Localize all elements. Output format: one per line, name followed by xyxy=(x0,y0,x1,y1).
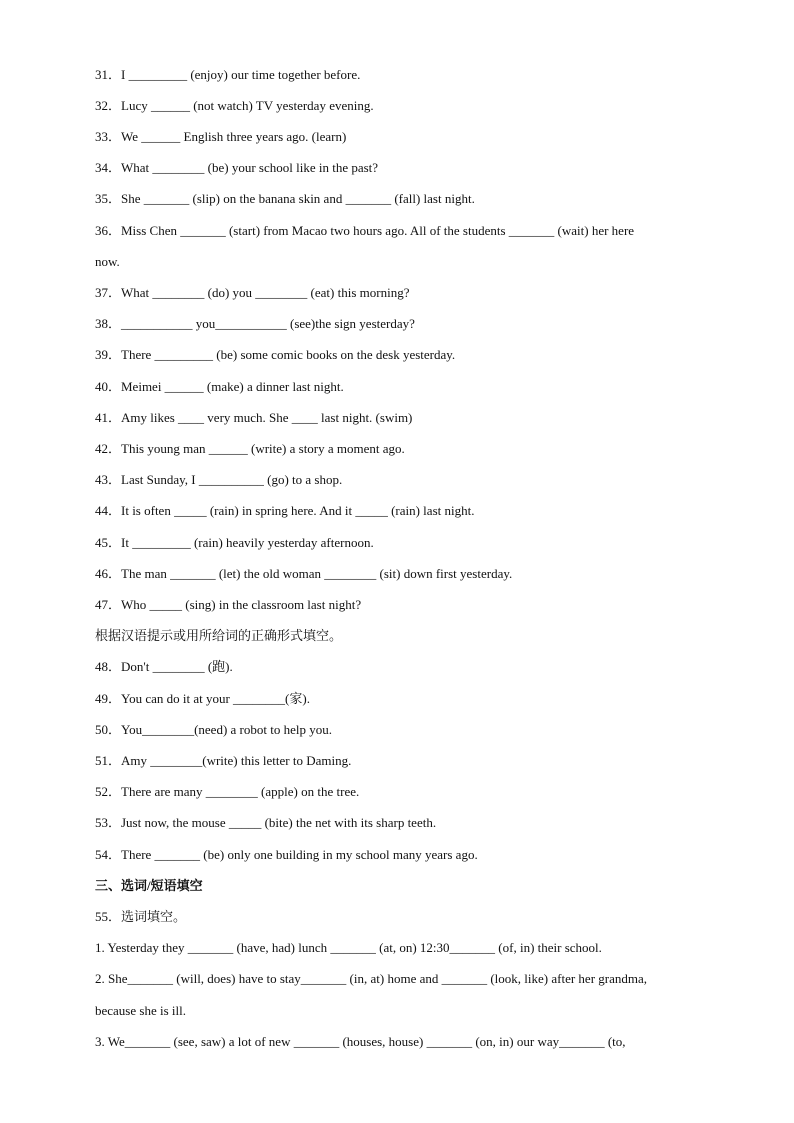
question-38: 38．___________ you___________ (see)the sign yesterday? xyxy=(95,316,415,331)
section-heading: 三、选词/短语填空 xyxy=(95,878,203,893)
question-47: 47．Who _____ (sing) in the classroom last night? xyxy=(95,597,362,612)
question-36: 36．Miss Chen _______ (start) from Macao two hours ago. All of the students _______ (wait) her here xyxy=(95,223,635,238)
question-35: 35．She _______ (slip) on the banana skin and _______ (fall) last night. xyxy=(95,191,475,206)
question-43: 43．Last Sunday, I __________ (go) to a shop. xyxy=(95,472,343,487)
item-2-continuation: because she is ill. xyxy=(95,1003,186,1018)
question-36-continuation: now. xyxy=(95,254,120,269)
question-48: 48．Don't ________ (跑). xyxy=(95,659,233,674)
question-39: 39．There _________ (be) some comic books on the desk yesterday. xyxy=(95,347,456,362)
question-50: 50．You________(need) a robot to help you. xyxy=(95,722,332,737)
question-41: 41．Amy likes ____ very much. She ____ last night. (swim) xyxy=(95,410,413,425)
question-32: 32．Lucy ______ (not watch) TV yesterday evening. xyxy=(95,98,374,113)
question-49: 49．You can do it at your ________(家). xyxy=(95,691,310,706)
question-37: 37．What ________ (do) you ________ (eat) this morning? xyxy=(95,285,410,300)
section-instruction: 根据汉语提示或用所给词的正确形式填空。 xyxy=(95,628,343,643)
question-33: 33．We ______ English three years ago. (learn) xyxy=(95,129,347,144)
question-44: 44．It is often _____ (rain) in spring here. And it _____ (rain) last night. xyxy=(95,503,475,518)
item-1: 1. Yesterday they _______ (have, had) lunch _______ (at, on) 12:30_______ (of, in) their school. xyxy=(95,940,602,955)
question-55: 55．选词填空。 xyxy=(95,909,187,924)
item-3: 3. We_______ (see, saw) a lot of new _______ (houses, house) _______ (on, in) our way_______ (to, xyxy=(95,1034,626,1049)
item-2: 2. She_______ (will, does) have to stay_______ (in, at) home and _______ (look, like) after her grandma, xyxy=(95,971,648,986)
question-53: 53．Just now, the mouse _____ (bite) the net with its sharp teeth. xyxy=(95,815,437,830)
question-31: 31．I _________ (enjoy) our time together before. xyxy=(95,67,361,82)
question-42: 42．This young man ______ (write) a story a moment ago. xyxy=(95,441,405,456)
question-51: 51．Amy ________(write) this letter to Daming. xyxy=(95,753,352,768)
question-40: 40．Meimei ______ (make) a dinner last night. xyxy=(95,379,344,394)
question-54: 54．There _______ (be) only one building in my school many years ago. xyxy=(95,847,478,862)
question-52: 52．There are many ________ (apple) on the tree. xyxy=(95,784,360,799)
question-34: 34．What ________ (be) your school like in the past? xyxy=(95,160,379,175)
question-46: 46．The man _______ (let) the old woman ________ (sit) down first yesterday. xyxy=(95,566,513,581)
question-45: 45．It _________ (rain) heavily yesterday afternoon. xyxy=(95,535,374,550)
